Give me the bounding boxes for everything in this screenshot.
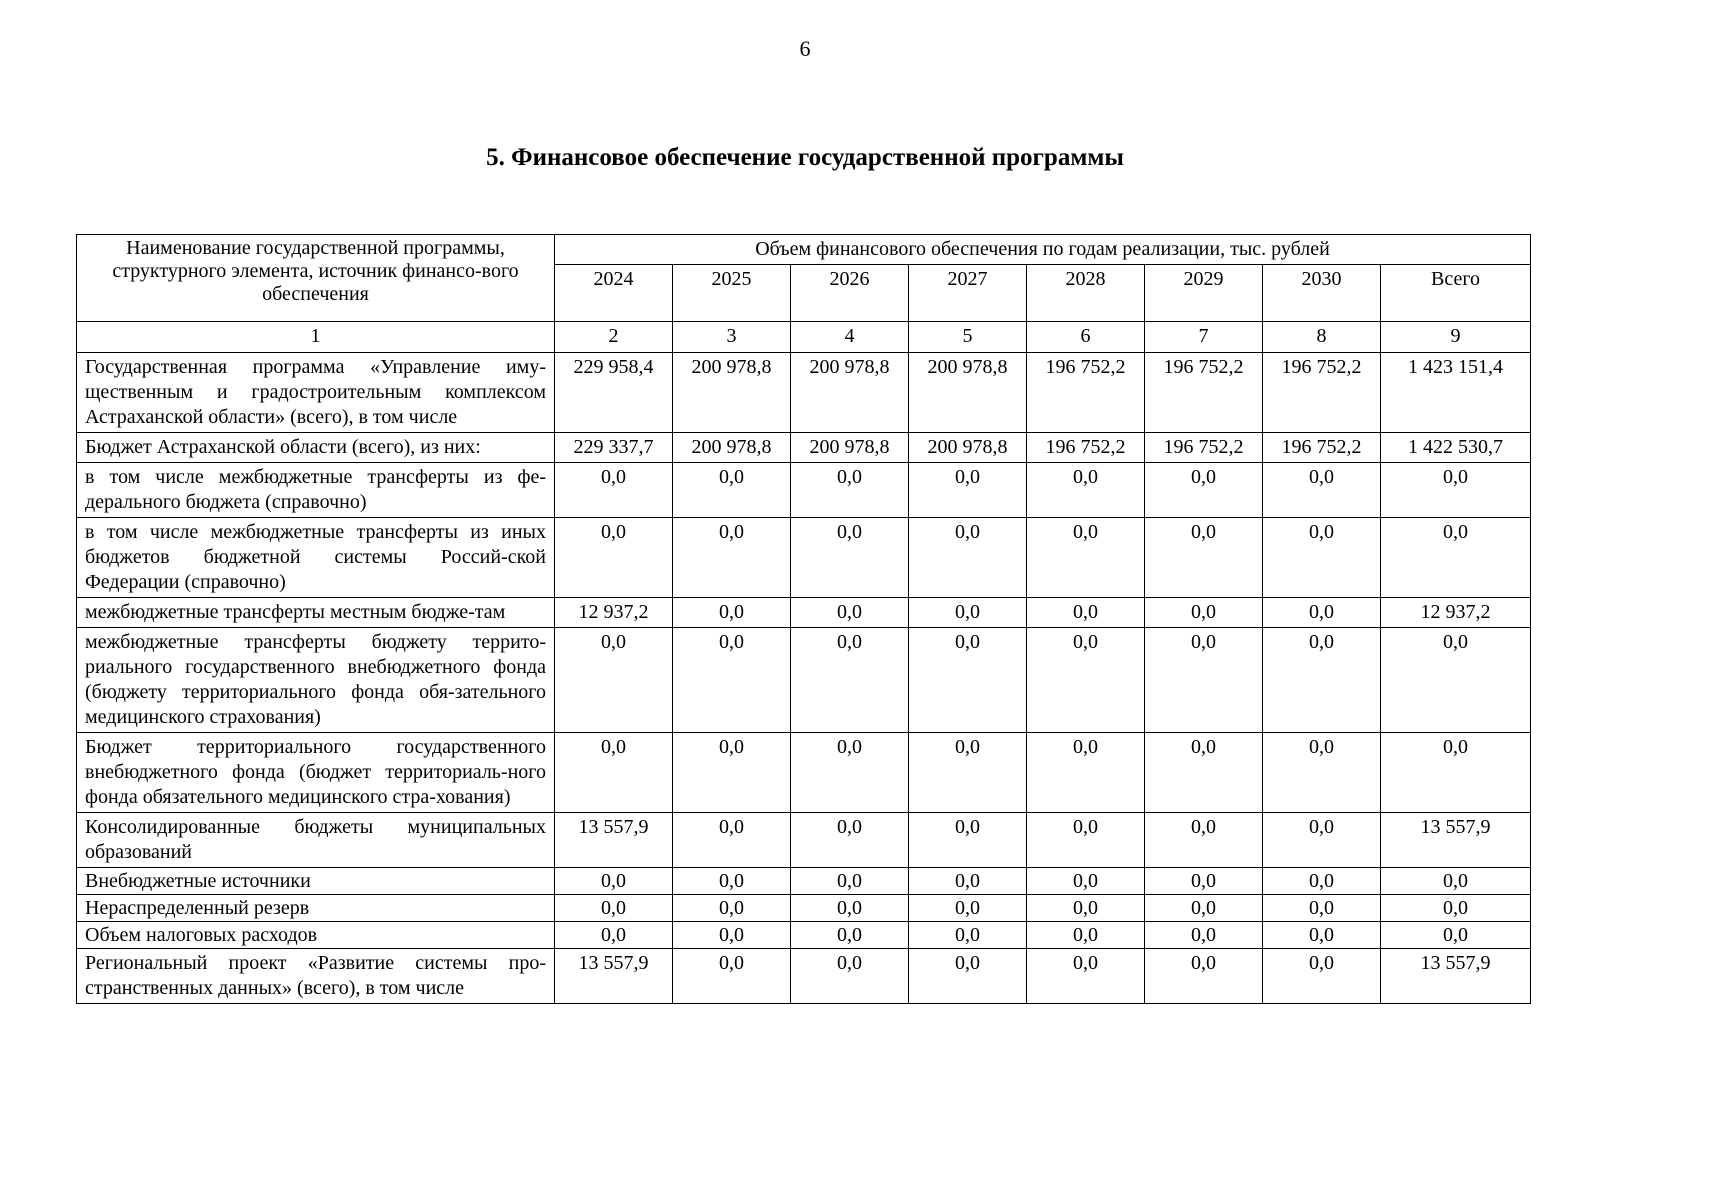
row-value-cell: 0,0 — [1263, 628, 1381, 733]
row-name-cell: Региональный проект «Развитие системы про-странственных данных» (всего), в том числе — [77, 949, 555, 1004]
row-total-cell: 0,0 — [1381, 868, 1531, 895]
row-value-cell: 0,0 — [791, 868, 909, 895]
row-value-cell: 200 978,8 — [909, 353, 1027, 433]
row-total-cell: 12 937,2 — [1381, 598, 1531, 628]
header-volume-cell: Объем финансового обеспечения по годам реализации, тыс. рублей — [555, 235, 1531, 265]
row-total-cell: 0,0 — [1381, 628, 1531, 733]
table-header — [77, 235, 1531, 322]
row-value-cell: 0,0 — [791, 949, 909, 1004]
row-value-cell: 13 557,9 — [555, 813, 673, 868]
header-name-cell: Наименование государственной программы, структурного элемента, источник финансо-вого обеспечения — [77, 235, 555, 322]
row-value-cell: 0,0 — [673, 949, 791, 1004]
row-name-cell: Внебюджетные источники — [77, 868, 555, 895]
row-value-cell: 0,0 — [1145, 949, 1263, 1004]
year-2024: 2024 — [555, 265, 673, 322]
financing-table — [76, 234, 1531, 1004]
row-total-cell: 0,0 — [1381, 518, 1531, 598]
row-value-cell: 0,0 — [1027, 518, 1145, 598]
row-value-cell: 0,0 — [791, 895, 909, 922]
row-value-cell: 0,0 — [1027, 949, 1145, 1004]
row-value-cell: 0,0 — [1145, 598, 1263, 628]
row-value-cell: 0,0 — [673, 628, 791, 733]
row-value-cell: 0,0 — [673, 598, 791, 628]
row-value-cell: 0,0 — [1027, 733, 1145, 813]
year-2029: 2029 — [1145, 265, 1263, 322]
row-name-cell: Государственная программа «Управление иму-щественным и градостроительным комплексом Астраханской области» (всего), в том числе — [77, 353, 555, 433]
row-value-cell: 0,0 — [791, 628, 909, 733]
row-value-cell: 0,0 — [673, 868, 791, 895]
table-row — [77, 813, 1531, 868]
row-value-cell: 13 557,9 — [555, 949, 673, 1004]
table-row — [77, 733, 1531, 813]
row-value-cell: 0,0 — [909, 813, 1027, 868]
column-number: 3 — [673, 322, 791, 353]
row-value-cell: 0,0 — [555, 895, 673, 922]
row-value-cell: 0,0 — [555, 922, 673, 949]
row-total-cell: 0,0 — [1381, 895, 1531, 922]
row-value-cell: 0,0 — [1145, 895, 1263, 922]
section-title: 5. Финансовое обеспечение государственной программы — [486, 144, 1124, 171]
column-number: 4 — [791, 322, 909, 353]
row-value-cell: 200 978,8 — [673, 353, 791, 433]
year-2030: 2030 — [1263, 265, 1381, 322]
row-value-cell: 0,0 — [909, 598, 1027, 628]
row-value-cell: 0,0 — [673, 463, 791, 518]
row-value-cell: 0,0 — [1027, 628, 1145, 733]
row-name-cell: межбюджетные трансферты местным бюдже-там — [77, 598, 555, 628]
row-value-cell: 0,0 — [1145, 813, 1263, 868]
row-value-cell: 0,0 — [1145, 628, 1263, 733]
year-total: Всего — [1381, 265, 1531, 322]
row-value-cell: 0,0 — [1263, 949, 1381, 1004]
row-value-cell: 0,0 — [1027, 868, 1145, 895]
row-value-cell: 0,0 — [673, 518, 791, 598]
row-value-cell: 0,0 — [1263, 463, 1381, 518]
row-value-cell: 0,0 — [909, 922, 1027, 949]
row-value-cell: 0,0 — [1263, 813, 1381, 868]
row-value-cell: 0,0 — [909, 868, 1027, 895]
row-value-cell: 0,0 — [909, 895, 1027, 922]
row-value-cell: 0,0 — [673, 733, 791, 813]
row-value-cell: 196 752,2 — [1027, 353, 1145, 433]
year-2028: 2028 — [1027, 265, 1145, 322]
row-value-cell: 0,0 — [1263, 868, 1381, 895]
column-number: 9 — [1381, 322, 1531, 353]
row-total-cell: 0,0 — [1381, 463, 1531, 518]
row-value-cell: 0,0 — [791, 733, 909, 813]
row-name-cell: Консолидированные бюджеты муниципальных образований — [77, 813, 555, 868]
row-value-cell: 200 978,8 — [673, 433, 791, 463]
row-value-cell: 0,0 — [1145, 922, 1263, 949]
row-value-cell: 0,0 — [791, 813, 909, 868]
table-row — [77, 463, 1531, 518]
table-row — [77, 868, 1531, 895]
row-value-cell: 196 752,2 — [1263, 433, 1381, 463]
row-value-cell: 200 978,8 — [909, 433, 1027, 463]
page-number: 6 — [799, 36, 811, 61]
row-name-cell: Бюджет Астраханской области (всего), из них: — [77, 433, 555, 463]
row-value-cell: 229 958,4 — [555, 353, 673, 433]
row-value-cell: 0,0 — [1263, 518, 1381, 598]
row-value-cell: 0,0 — [791, 922, 909, 949]
table-body — [77, 322, 1531, 1004]
row-value-cell: 0,0 — [1027, 598, 1145, 628]
table-row — [77, 895, 1531, 922]
row-value-cell: 0,0 — [555, 868, 673, 895]
table-row — [77, 628, 1531, 733]
row-value-cell: 0,0 — [1263, 598, 1381, 628]
column-number-row — [77, 322, 1531, 353]
row-value-cell: 0,0 — [1263, 895, 1381, 922]
row-value-cell: 200 978,8 — [791, 353, 909, 433]
row-value-cell: 0,0 — [1027, 813, 1145, 868]
row-value-cell: 0,0 — [1027, 463, 1145, 518]
row-value-cell: 0,0 — [1263, 733, 1381, 813]
row-value-cell: 200 978,8 — [791, 433, 909, 463]
row-value-cell: 0,0 — [909, 949, 1027, 1004]
row-value-cell: 0,0 — [673, 895, 791, 922]
table-row — [77, 433, 1531, 463]
table-row — [77, 598, 1531, 628]
row-value-cell: 196 752,2 — [1145, 353, 1263, 433]
row-total-cell: 0,0 — [1381, 922, 1531, 949]
column-number: 6 — [1027, 322, 1145, 353]
row-value-cell: 0,0 — [555, 628, 673, 733]
row-value-cell: 0,0 — [1145, 518, 1263, 598]
row-value-cell: 0,0 — [1263, 922, 1381, 949]
column-number: 1 — [77, 322, 555, 353]
column-number: 5 — [909, 322, 1027, 353]
row-value-cell: 0,0 — [555, 733, 673, 813]
row-value-cell: 0,0 — [909, 463, 1027, 518]
row-total-cell: 0,0 — [1381, 733, 1531, 813]
row-value-cell: 0,0 — [673, 922, 791, 949]
row-name-cell: межбюджетные трансферты бюджету террито-риального государственного внебюджетного фонда (бюджету территориального фонда обя-зательного медицинского страхования) — [77, 628, 555, 733]
year-2027: 2027 — [909, 265, 1027, 322]
row-name-cell: в том числе межбюджетные трансферты из иных бюджетов бюджетной системы Россий-ской Федерации (справочно) — [77, 518, 555, 598]
row-value-cell: 0,0 — [791, 463, 909, 518]
row-value-cell: 0,0 — [791, 598, 909, 628]
row-value-cell: 196 752,2 — [1145, 433, 1263, 463]
row-name-cell: Нераспределенный резерв — [77, 895, 555, 922]
column-number: 7 — [1145, 322, 1263, 353]
row-value-cell: 0,0 — [1145, 868, 1263, 895]
row-name-cell: в том числе межбюджетные трансферты из фе-дерального бюджета (справочно) — [77, 463, 555, 518]
row-value-cell: 0,0 — [555, 518, 673, 598]
year-2025: 2025 — [673, 265, 791, 322]
row-value-cell: 196 752,2 — [1263, 353, 1381, 433]
row-name-cell: Бюджет территориального государственного внебюджетного фонда (бюджет территориаль-ного фонда обязательного медицинского стра-хования) — [77, 733, 555, 813]
row-value-cell: 0,0 — [1145, 463, 1263, 518]
row-value-cell: 0,0 — [1027, 922, 1145, 949]
row-value-cell: 229 337,7 — [555, 433, 673, 463]
year-2026: 2026 — [791, 265, 909, 322]
table-row — [77, 922, 1531, 949]
row-value-cell: 0,0 — [909, 733, 1027, 813]
row-total-cell: 13 557,9 — [1381, 813, 1531, 868]
table-row — [77, 353, 1531, 433]
row-name-cell: Объем налоговых расходов — [77, 922, 555, 949]
row-value-cell: 0,0 — [555, 463, 673, 518]
column-number: 2 — [555, 322, 673, 353]
column-number: 8 — [1263, 322, 1381, 353]
row-value-cell: 196 752,2 — [1027, 433, 1145, 463]
row-value-cell: 0,0 — [1027, 895, 1145, 922]
table-row — [77, 518, 1531, 598]
row-total-cell: 1 422 530,7 — [1381, 433, 1531, 463]
row-value-cell: 0,0 — [1145, 733, 1263, 813]
row-value-cell: 0,0 — [909, 518, 1027, 598]
row-total-cell: 1 423 151,4 — [1381, 353, 1531, 433]
row-value-cell: 0,0 — [673, 813, 791, 868]
row-total-cell: 13 557,9 — [1381, 949, 1531, 1004]
table-row — [77, 949, 1531, 1004]
row-value-cell: 12 937,2 — [555, 598, 673, 628]
row-value-cell: 0,0 — [909, 628, 1027, 733]
row-value-cell: 0,0 — [791, 518, 909, 598]
